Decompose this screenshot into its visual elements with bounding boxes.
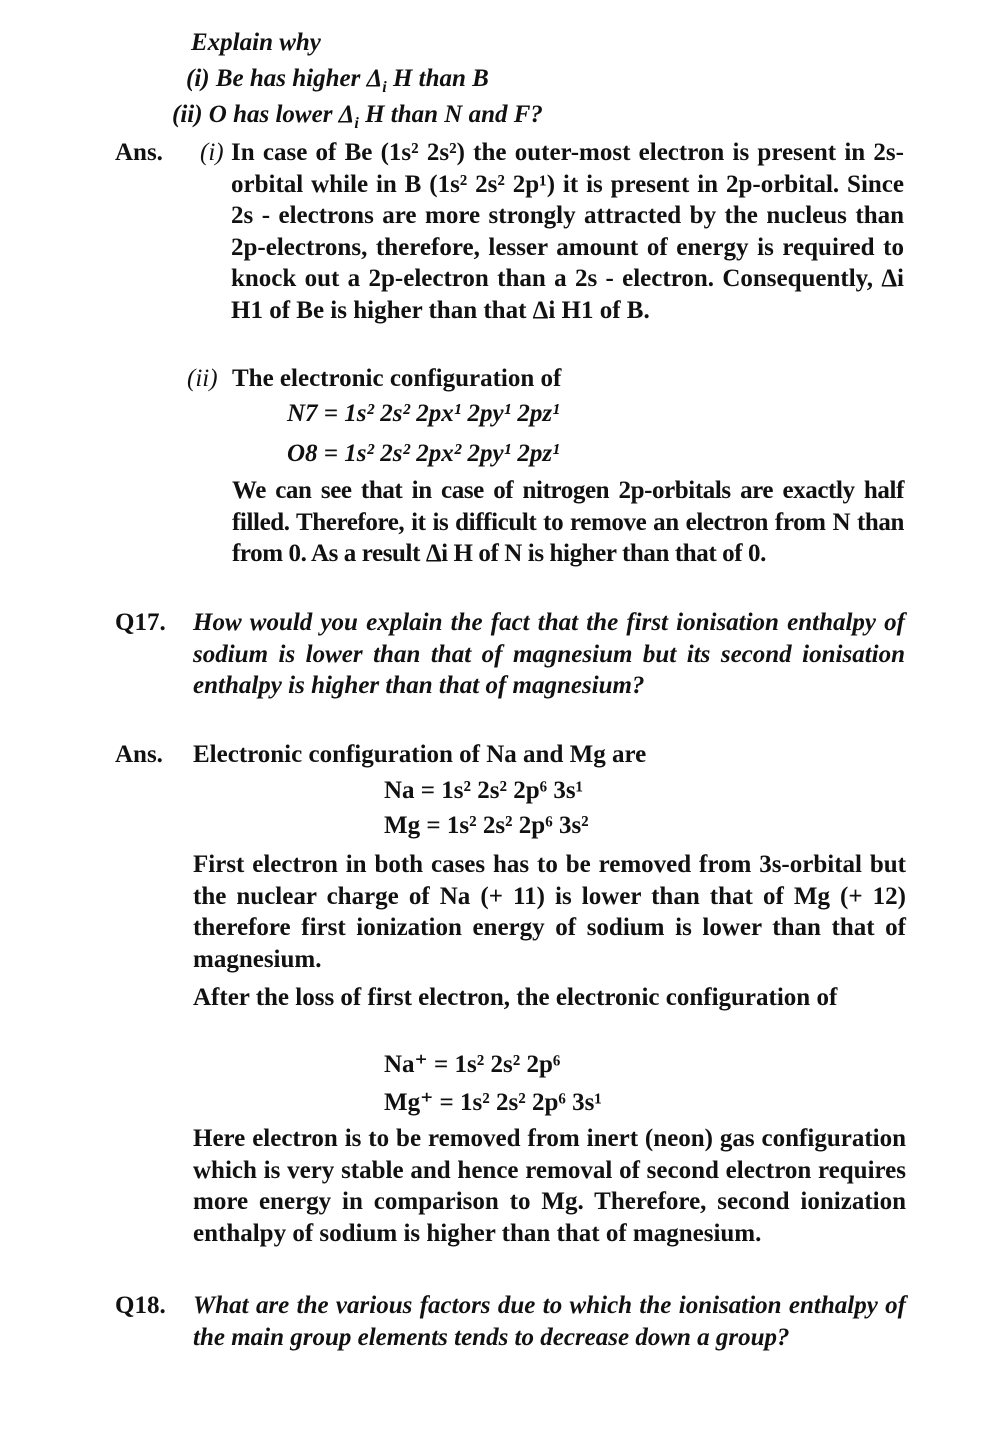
q17-label: Q17. bbox=[115, 609, 166, 636]
ans16-part-i-label: (i) bbox=[200, 139, 224, 166]
o8-config: O8 = 1s² 2s² 2px² 2py¹ 2pz¹ bbox=[287, 440, 560, 467]
q16-part-i-text: Be has higher Δ bbox=[215, 65, 383, 92]
na-plus-config: Na⁺ = 1s² 2s² 2p⁶ bbox=[384, 1051, 561, 1078]
q16-part-ii-text: O has lower Δ bbox=[208, 101, 355, 128]
ans17-intro: Electronic configuration of Na and Mg are bbox=[193, 741, 647, 768]
n7-config: N7 = 1s² 2s² 2px¹ 2py¹ 2pz¹ bbox=[287, 400, 560, 427]
ans16-part-i-text: In case of Be (1s² 2s²) the outer-most electron is present in 2s-orbital while in B (1s² 2s² 2p¹) it is present in 2p-orbital. Since 2s - electrons are more strongly attracted by the nucleus than 2p-electrons, therefore, lesser amount of energy is required to knock out a 2p-electron than a 2s - electron. Consequently, Δi H1 of Be is higher than that Δi H1 of B. bbox=[231, 139, 904, 324]
explain-why-line bbox=[191, 27, 321, 59]
q16-part-ii-label: (ii) bbox=[172, 101, 203, 128]
q18-text: What are the various factors due to which the ionisation enthalpy of the main group elements tends to decrease down a group? bbox=[193, 1292, 906, 1351]
mg-plus-config: Mg⁺ = 1s² 2s² 2p⁶ 3s¹ bbox=[384, 1089, 602, 1116]
q16-part-i-end: H than B bbox=[386, 65, 489, 92]
q16-part-ii-sub: i bbox=[354, 115, 359, 132]
ans16-label: Ans. bbox=[115, 139, 163, 166]
ans16-part-ii-intro: The electronic configuration of bbox=[232, 365, 562, 392]
q16-part-ii-end: H than N and F? bbox=[358, 101, 543, 128]
explain-why-text: Explain why bbox=[191, 29, 321, 56]
ans17-para2: After the loss of first electron, the electronic configuration of bbox=[193, 984, 838, 1011]
q16-part-ii bbox=[172, 99, 543, 131]
q16-part-i bbox=[186, 63, 489, 95]
na-config: Na = 1s² 2s² 2p⁶ 3s¹ bbox=[384, 777, 584, 804]
mg-config: Mg = 1s² 2s² 2p⁶ 3s² bbox=[384, 812, 589, 839]
ans16-part-ii-label: (ii) bbox=[187, 365, 218, 392]
q16-part-i-sub: i bbox=[382, 79, 387, 96]
ans17-para1: First electron in both cases has to be removed from 3s-orbital but the nuclear charge of Na (+ 11) is lower than that of Mg (+ 12) therefore first ionization energy of sodium is lower than that of magnesium. bbox=[193, 851, 906, 973]
q16-part-i-label: (i) bbox=[186, 65, 210, 92]
q18-label: Q18. bbox=[115, 1292, 166, 1319]
ans17-label: Ans. bbox=[115, 741, 163, 768]
ans16-part-ii-text: We can see that in case of nitrogen 2p-orbitals are exactly half filled. Therefore, it is difficult to remove an electron from N than from 0. As a result Δi H of N is higher than that of 0. bbox=[232, 477, 904, 567]
ans17-para3: Here electron is to be removed from inert (neon) gas configuration which is very stable and hence removal of second electron requires more energy in comparison to Mg. Therefore, second ionization enthalpy of sodium is higher than that of magnesium. bbox=[193, 1125, 906, 1247]
q17-text: How would you explain the fact that the first ionisation enthalpy of sodium is lower than that of magnesium but its second ionisation enthalpy is higher than that of magnesium? bbox=[193, 609, 905, 699]
